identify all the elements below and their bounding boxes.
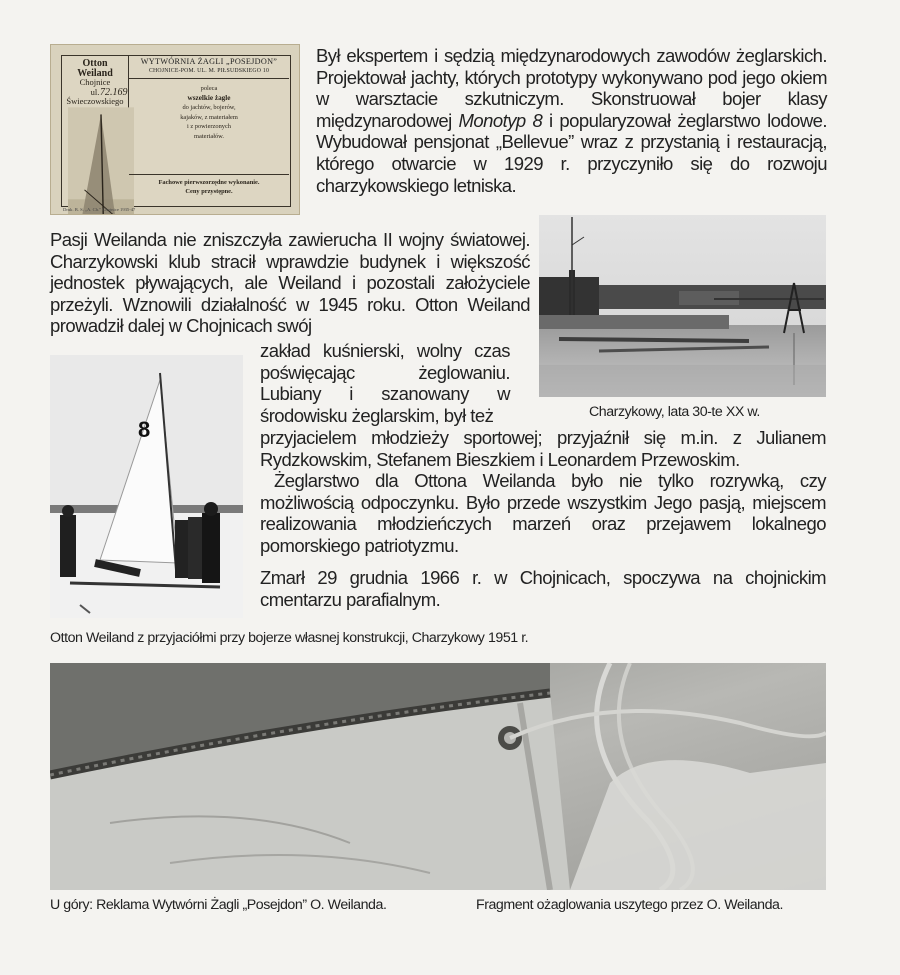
advert-iceboat-drawing bbox=[68, 96, 134, 215]
iceboat-photo bbox=[50, 355, 243, 618]
charzykowy-photo-caption: Charzykowy, lata 30-te XX w. bbox=[589, 404, 760, 420]
monotyp-model: Monotyp 8 bbox=[458, 109, 543, 131]
paragraph-war-part2: zakład kuśnierski, wolny czas poświęcając żeglowaniu. Lubiany i szanowany w środowisku żeglarskim, był też bbox=[260, 340, 510, 426]
paragraph-war-part3: przyjacielem młodzieży sportowej; przyjaźnił się m.in. z Julianem Rydzkowskim, Stefanem Bieszkiem i Leonardem Przewoskim. bbox=[260, 427, 826, 470]
advert-footer-quality: Fachowe pierwszorzędne wykonanie. bbox=[158, 179, 260, 186]
advert-handwritten-note: 72.169 bbox=[100, 87, 128, 98]
paragraph-expert bbox=[316, 45, 827, 196]
advert-left-panel bbox=[62, 56, 129, 206]
advert-maker-street: ul. Świeczowskiego bbox=[66, 86, 124, 106]
advert-maker-city: Chojnice bbox=[79, 77, 111, 87]
iceboat-photo-caption: Otton Weiland z przyjaciółmi przy bojerze własnej konstrukcji, Charzykowy 1951 r. bbox=[50, 630, 529, 646]
advert-company: WYTWÓRNIA ŻAGLI „POSEJDON” bbox=[140, 57, 278, 66]
advert-offer-main: wszelkie żagle bbox=[187, 93, 231, 102]
sail-fragment-caption: Fragment ożaglowania uszytego przez O. Weilanda. bbox=[476, 897, 783, 913]
paragraph-passion: Żeglarstwo dla Ottona Weilanda było nie tylko rozrywką, czy możliwością odpoczynku. Było przede wszystkim Jego pasją, miejscem realizowania młodzieńczych marzeń oraz przejawem lokalnego pomorskiego patriotyzmu. bbox=[260, 470, 826, 556]
advert-maker-name: Otton Weiland bbox=[77, 58, 113, 79]
advert-print-note: Druk. B. S. „A. Ch.” Chojnice 1935-47 bbox=[63, 207, 136, 212]
advert-footer bbox=[129, 174, 289, 206]
advert-offer-line: do jachtów, bojerów, bbox=[182, 104, 236, 112]
paragraph-death: Zmarł 29 grudnia 1966 r. w Chojnicach, spoczywa na chojnickim cmentarzu parafialnym. bbox=[260, 567, 826, 610]
charzykowy-harbor-image bbox=[539, 215, 826, 397]
advert-offer-line: materiałów. bbox=[194, 132, 224, 140]
advert-offer bbox=[129, 84, 289, 142]
iceboat-sail-number: 8 bbox=[138, 417, 151, 442]
posejdon-advertisement-image bbox=[50, 44, 300, 215]
sail-fragment-photo bbox=[50, 663, 826, 890]
sail-fragment-image bbox=[50, 663, 826, 890]
advert-offer-line: kajaków, z materiałem bbox=[180, 113, 238, 121]
advert-caption: U góry: Reklama Wytwórni Żagli „Posejdon” O. Weilanda. bbox=[50, 897, 387, 913]
advert-address: CHOJNICE-POM. UL. M. PIŁSUDSKIEGO 10 bbox=[148, 68, 270, 74]
advert-frame bbox=[61, 55, 291, 207]
advert-offer-line: i z powierzonych bbox=[186, 123, 231, 131]
paragraph-expert-text: Był ekspertem i sędzią międzynarodowych zawodów żeglarskich. Projektował jachty, których prototypy wykonywano pod jego okiem w warsztacie szkutniczym. Skonstruował bojer klasy międzynarodowej bbox=[316, 45, 827, 131]
paragraph-expert-text-end: i popularyzował żeglarstwo lodowe. Wybudował pensjonat „Bellevue” wraz z przystanią i restauracją, którego otwarcie w 1929 r. przyczyniło się do rozwoju charzykowskiego letniska. bbox=[316, 109, 828, 196]
paragraph-war-part1: Pasji Weilanda nie zniszczyła zawierucha II wojny światowej. Charzykowski klub stracił wprawdzie budynek i większość jednostek pływających, ale Weiland i pozostali założyciele przeżyli. Wznowili działalność w 1945 roku. Otton Weiland prowadził dalej w Chojnicach swój bbox=[50, 229, 530, 337]
advert-footer-prices: Ceny przystępne. bbox=[185, 187, 233, 195]
charzykowy-harbor-photo bbox=[539, 215, 826, 397]
iceboat-image bbox=[50, 355, 243, 618]
advert-header bbox=[129, 56, 289, 79]
advert-right-panel bbox=[129, 56, 289, 206]
advert-offer-intro: poleca bbox=[200, 85, 218, 92]
